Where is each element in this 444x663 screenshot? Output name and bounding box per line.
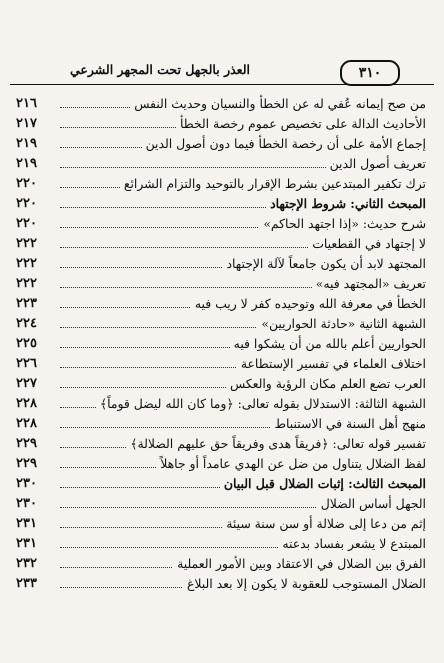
toc-entry-title: لفظ الضلال يتناول من ضل عن الهدي عامداً أو جاهلاً [156,454,426,474]
toc-page-number: ٢٢٥ [16,336,37,351]
toc-page-number: ٢١٦ [16,96,37,111]
toc-entry [16,134,426,154]
toc-entry [16,314,426,334]
toc-entry-title: تعريف أصول الدين [326,154,426,174]
toc-entry-title: الأحاديث الدالة على تخصيص عموم رخصة الخطأ [176,114,426,134]
toc-entry-title: المبتدع لا يشعر بفساد بدعته [278,534,426,554]
toc-page-number: ٢٣٠ [16,496,37,511]
running-header [10,60,434,86]
toc-entry [16,294,426,314]
toc-entry-title: شرح حديث: «إذا اجتهد الحاكم» [259,214,426,234]
toc-page-number: ٢٢٠ [16,216,37,231]
toc-entry [16,454,426,474]
toc-page-number: ٢٢٠ [16,176,37,191]
toc-entry-title: المجتهد لابد أن يكون جامعاً لآلة الإجتهاد [222,254,426,274]
toc-page-number: ٢٢٠ [16,196,37,211]
toc-entry-title: منهج أهل السنة في الاستنباط [271,414,426,434]
toc-entry-title: الشبهة الثالثة: الاستدلال بقوله تعالى: ﴿وما كان الله ليضل قوماً﴾ [96,394,426,414]
toc-entry [16,334,426,354]
toc-entry-title: الضلال المستوجب للعقوبة لا يكون إلا بعد البلاغ [183,574,426,594]
toc-entry-title: الشبهة الثانية «حادثة الحواريين» [257,314,426,334]
toc-entry-title: الخطأ في معرفة الله وتوحيده كفر لا ريب فيه [191,294,426,314]
toc-page-number: ٢٢٢ [16,276,37,291]
toc-entry [16,254,426,274]
toc-entry [16,154,426,174]
toc-page-number: ٢٢٩ [16,456,37,471]
toc-entry [16,354,426,374]
toc-entry [16,274,426,294]
toc-entry-title: إجماع الأمة على أن رخصة الخطأ فيما دون أصول الدين [142,134,426,154]
toc-page-number: ٢٢٢ [16,256,37,271]
toc-entry [16,534,426,554]
page-number: ٣١٠ [340,60,400,86]
toc-page-number: ٢٢٦ [16,356,37,371]
toc-page-number: ٢٢٢ [16,236,37,251]
toc-entry [16,234,426,254]
toc-page-number: ٢٢٨ [16,416,37,431]
toc-entry-title: الحواريين أعلم بالله من أن يشكوا فيه [230,334,426,354]
toc-entry [16,554,426,574]
toc-entry [16,394,426,414]
toc-entry [16,434,426,454]
toc-page-number: ٢٢٨ [16,396,37,411]
toc-page-number: ٢٣٢ [16,556,37,571]
header-rule [10,84,434,85]
toc-page-number: ٢٢٩ [16,436,37,451]
toc-entry [16,374,426,394]
toc-entry-title: العرب تضع العلم مكان الرؤية والعكس [226,374,426,394]
toc-page-number: ٢٣٠ [16,476,37,491]
toc-entry [16,194,426,214]
toc-entry-title: الفرق بين الضلال في الاعتقاد وبين الأمور العملية [173,554,426,574]
toc-entry [16,494,426,514]
toc-entry [16,94,426,114]
toc-entry [16,474,426,494]
toc-page-number: ٢١٩ [16,136,37,151]
toc-section-heading: المبحث الثالث: إثبات الضلال قبل البيان [220,474,426,494]
toc-page-number: ٢٢٤ [16,316,37,331]
toc-entry [16,174,426,194]
toc-entry [16,574,426,594]
toc-page-number: ٢١٩ [16,156,37,171]
toc-entry-title: اختلاف العلماء في تفسير الإستطاعة [237,354,426,374]
toc-entry [16,214,426,234]
toc-entry-title: تعريف «المجتهد فيه» [312,274,426,294]
toc-page-number: ٢١٧ [16,116,37,131]
table-of-contents [16,94,426,594]
toc-page-number: ٢٢٧ [16,376,37,391]
toc-page-number: ٢٣١ [16,536,37,551]
toc-entry-title: إثم من دعا إلى ضلالة أو سن سنة سيئة [222,514,426,534]
toc-entry-title: من صح إيمانه عُفي له عن الخطأ والنسيان وحديث النفس [130,94,426,114]
toc-entry [16,514,426,534]
toc-entry [16,114,426,134]
toc-entry-title: ترك تكفير المبتدعين بشرط الإقرار بالتوحيد والتزام الشرائع [120,174,426,194]
toc-entry-title: الجهل أساس الضلال [317,494,426,514]
toc-entry [16,414,426,434]
toc-entry-title: لا إجتهاد في القطعيات [308,234,426,254]
toc-section-heading: المبحث الثاني: شروط الإجتهاد [266,194,426,214]
running-title: العذر بالجهل تحت المجهر الشرعي [70,62,250,77]
toc-page-number: ٢٣١ [16,516,37,531]
toc-page-number: ٢٣٣ [16,576,37,591]
toc-page-number: ٢٢٣ [16,296,37,311]
toc-entry-title: تفسير قوله تعالى: ﴿فريقاً هدى وفريقاً حق عليهم الضلالة﴾ [126,434,426,454]
